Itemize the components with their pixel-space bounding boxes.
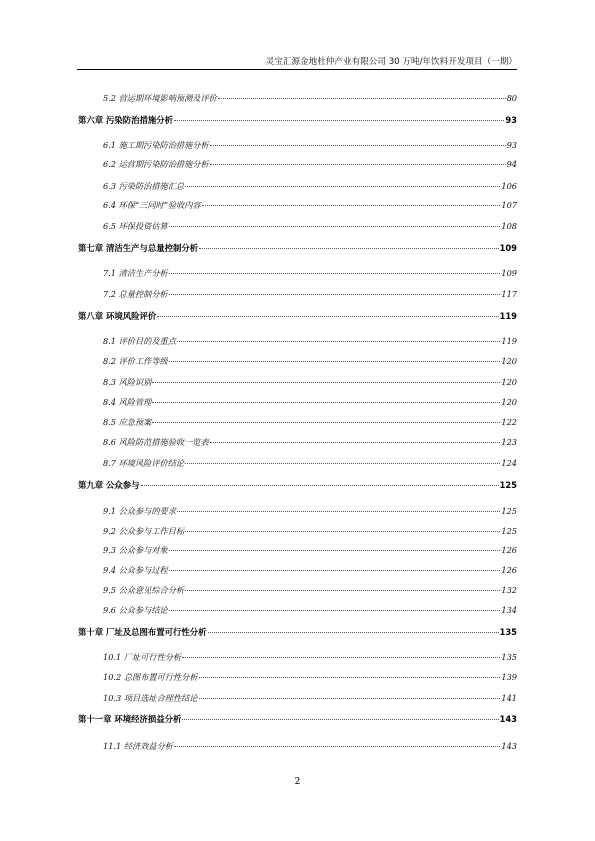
- toc-chapter-entry[interactable]: [78, 114, 517, 126]
- toc-chapter-entry[interactable]: [78, 713, 517, 725]
- toc-entry-label: 7.1 清洁生产分析: [103, 268, 168, 278]
- toc-entry-label: 8.2 评价工作等级: [103, 356, 168, 366]
- toc-entry-page: 134: [501, 605, 517, 615]
- toc-entry-page: 122: [501, 417, 517, 427]
- toc-entry-label: 9.1 公众参与的要求: [103, 506, 176, 516]
- toc-entry-page: 125: [499, 480, 517, 490]
- toc-entry-page: 107: [501, 200, 517, 210]
- toc-section-entry[interactable]: [103, 437, 517, 448]
- toc-entry-label: 5.2 营运期环境影响预测及评价: [103, 93, 217, 103]
- toc-entry-page: 141: [501, 693, 517, 703]
- toc-section-entry[interactable]: [103, 397, 517, 408]
- toc-entry-label: 8.7 环境风险评价结论: [103, 458, 185, 468]
- toc-section-entry[interactable]: [103, 181, 517, 192]
- toc-entry-page: 106: [501, 181, 517, 191]
- toc-entry-page: 143: [499, 714, 517, 724]
- toc-entry-label: 第九章 公众参与: [78, 480, 140, 490]
- dot-leader: [169, 294, 501, 295]
- toc-entry-page: 120: [501, 397, 517, 407]
- dot-leader: [152, 402, 500, 403]
- page-number: 2: [294, 777, 301, 787]
- toc-entry-label: 第十一章 环境经济损益分析: [78, 714, 182, 724]
- toc-section-entry[interactable]: [103, 200, 517, 211]
- toc-section-entry[interactable]: [103, 506, 517, 517]
- toc-entry-label: 10.3 项目选址合理性结论: [103, 693, 198, 703]
- toc-entry-label: 6.2 运营期污染防治措施分析: [103, 159, 209, 169]
- dot-leader: [182, 719, 498, 720]
- running-header: 灵宝汇源金地杜仲产业有限公司 30 万吨/年饮料开发项目（一期）: [265, 57, 517, 67]
- toc-entry-label: 7.2 总量控制分析: [103, 289, 168, 299]
- toc-entry-label: 8.1 评价目的及重点: [103, 336, 176, 346]
- toc-section-entry[interactable]: [103, 289, 517, 300]
- dot-leader: [174, 746, 500, 747]
- dot-leader: [210, 164, 506, 165]
- toc-entry-label: 6.5 环保投资估算: [103, 221, 168, 231]
- toc-entry-page: 126: [501, 565, 517, 575]
- dot-leader: [169, 570, 501, 571]
- toc-chapter-entry[interactable]: [78, 479, 517, 491]
- dot-leader: [199, 248, 498, 249]
- toc-entry-label: 第六章 污染防治措施分析: [78, 115, 174, 125]
- toc-entry-label: 8.4 风险管理: [103, 397, 152, 407]
- toc-entry-page: 132: [501, 585, 517, 595]
- dot-leader: [141, 485, 499, 486]
- dot-leader: [210, 145, 506, 146]
- toc-entry-page: 108: [501, 221, 517, 231]
- toc-entry-page: 125: [501, 506, 517, 516]
- toc-entry-page: 124: [501, 458, 517, 468]
- toc-section-entry[interactable]: [103, 93, 517, 104]
- dot-leader: [152, 422, 500, 423]
- dot-leader: [218, 98, 506, 99]
- toc-section-entry[interactable]: [103, 268, 517, 279]
- toc-entry-label: 10.2 总图布置可行性分析: [103, 672, 198, 682]
- dot-leader: [169, 226, 501, 227]
- toc-entry-label: 10.1 厂址可行性分析: [103, 652, 182, 662]
- toc-entry-page: 120: [501, 356, 517, 366]
- toc-entry-page: 119: [501, 336, 517, 346]
- toc-entry-label: 8.5 应急预案: [103, 417, 152, 427]
- toc-section-entry[interactable]: [103, 526, 517, 537]
- dot-leader: [152, 382, 500, 383]
- dot-leader: [185, 590, 500, 591]
- toc-section-entry[interactable]: [103, 672, 517, 683]
- toc-entry-page: 139: [501, 672, 517, 682]
- toc-entry-page: 80: [506, 93, 517, 103]
- toc-entry-label: 第七章 清洁生产与总量控制分析: [78, 243, 199, 253]
- toc-section-entry[interactable]: [103, 377, 517, 388]
- toc-section-entry[interactable]: [103, 652, 517, 663]
- toc-entry-page: 125: [501, 526, 517, 536]
- toc-section-entry[interactable]: [103, 140, 517, 151]
- toc-entry-label: 8.6 风险防范措施验收一览表: [103, 437, 209, 447]
- dot-leader: [199, 677, 501, 678]
- toc-section-entry[interactable]: [103, 221, 517, 232]
- toc-entry-label: 9.3 公众参与对象: [103, 545, 168, 555]
- dot-leader: [174, 120, 504, 121]
- toc-section-entry[interactable]: [103, 565, 517, 576]
- dot-leader: [177, 341, 500, 342]
- dot-leader: [210, 442, 501, 443]
- toc-section-entry[interactable]: [103, 693, 517, 704]
- dot-leader: [169, 273, 501, 274]
- dot-leader: [185, 463, 500, 464]
- toc-chapter-entry[interactable]: [78, 242, 517, 254]
- dot-leader: [185, 531, 500, 532]
- dot-leader: [169, 610, 501, 611]
- toc-entry-page: 123: [501, 437, 517, 447]
- toc-entry-page: 93: [506, 140, 517, 150]
- toc-entry-label: 6.4 环保“三同时”验收内容: [103, 200, 201, 210]
- toc-entry-page: 135: [501, 652, 517, 662]
- toc-section-entry[interactable]: [103, 417, 517, 428]
- toc-entry-page: 94: [506, 159, 517, 169]
- toc-entry-page: 120: [501, 377, 517, 387]
- header-rule: [77, 69, 517, 70]
- toc-entry-page: 135: [499, 627, 517, 637]
- dot-leader: [208, 632, 499, 633]
- toc-entry-label: 9.4 公众参与过程: [103, 565, 168, 575]
- dot-leader: [182, 657, 500, 658]
- toc-entry-page: 93: [505, 115, 517, 125]
- toc-entry-label: 第十章 厂址及总图布置可行性分析: [78, 627, 207, 637]
- dot-leader: [185, 186, 500, 187]
- dot-leader: [169, 550, 501, 551]
- toc-section-entry[interactable]: [103, 458, 517, 469]
- toc-entry-page: 143: [501, 741, 517, 751]
- toc-chapter-entry[interactable]: [78, 626, 517, 638]
- toc-section-entry[interactable]: [103, 356, 517, 367]
- toc-entry-label: 8.3 风险识别: [103, 377, 152, 387]
- toc-section-entry[interactable]: [103, 336, 517, 347]
- toc-entry-label: 9.2 公众参与工作目标: [103, 526, 185, 536]
- toc-entry-page: 117: [501, 289, 517, 299]
- toc-entry-page: 109: [499, 243, 517, 253]
- toc-entry-label: 11.1 经济效益分析: [103, 741, 173, 751]
- toc-entry-page: 109: [501, 268, 517, 278]
- toc-section-entry[interactable]: [103, 545, 517, 556]
- toc-entry-page: 119: [499, 311, 517, 321]
- toc-chapter-entry[interactable]: [78, 310, 517, 322]
- dot-leader: [169, 361, 501, 362]
- dot-leader: [199, 698, 501, 699]
- toc-entry-label: 9.5 公众意见综合分析: [103, 585, 185, 595]
- dot-leader: [202, 205, 501, 206]
- dot-leader: [177, 511, 500, 512]
- toc-section-entry[interactable]: [103, 585, 517, 596]
- toc-section-entry[interactable]: [103, 741, 517, 752]
- toc-section-entry[interactable]: [103, 159, 517, 170]
- toc-section-entry[interactable]: [103, 605, 517, 616]
- toc-entry-label: 第八章 环境风险评价: [78, 311, 157, 321]
- toc-entry-label: 6.1 施工期污染防治措施分析: [103, 140, 209, 150]
- toc-entry-label: 6.3 污染防治措施汇总: [103, 181, 185, 191]
- dot-leader: [157, 316, 498, 317]
- toc-entry-page: 126: [501, 545, 517, 555]
- toc-entry-label: 9.6 公众参与结论: [103, 605, 168, 615]
